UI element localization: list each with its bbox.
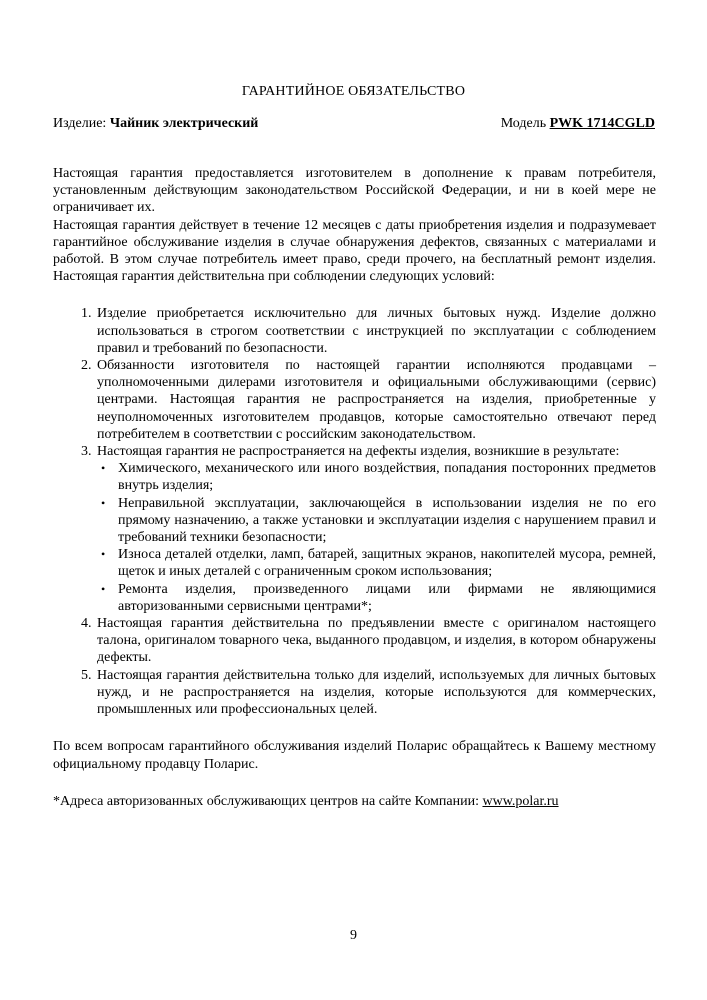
document-body (53, 165, 656, 810)
condition-item: 2. Обязанности изготовителя по настоящей гарантии исполняются продавцами – уполномоченными дилерами изготовителя и официальными обслуживающими (сервис) центрами. Настоящая гарантия не распространяется на изделия, приобретенные у неуполномоченных изготовителем продавцов, которые самостоятельно отвечают перед потребителем в соответствии с российским законодательством. (95, 357, 656, 443)
bullet-icon: • (101, 461, 106, 476)
causes-list (97, 460, 656, 615)
model-label: Модель (500, 116, 547, 131)
page-title: ГАРАНТИЙНОЕ ОБЯЗАТЕЛЬСТВО (241, 84, 466, 99)
model-info (501, 116, 655, 132)
product-label: Изделие: (53, 116, 107, 131)
cause-item: • Неправильной эксплуатации, заключающейся в использовании изделия не по его прямому назначению, а также установки и эксплуатации изделия с нарушением правил и требований техники безопасности; (101, 495, 656, 546)
intro-paragraph-2: Настоящая гарантия действует в течение 12 месяцев с даты приобретения изделия и подразумевает гарантийное обслуживание изделия в случае обнаружения дефектов, связанных с материалами и работой. В этом случае потребитель имеет право, среди прочего, на бесплатный ремонт изделия. Настоящая гарантия действительна при соблюдении следующих условий: (53, 217, 656, 285)
intro-paragraph-1: Настоящая гарантия предоставляется изготовителем в дополнение к правам потребителя, установленным действующим законодательством Российской Федерации, и ни в коей мере не ограничивает их. (53, 166, 656, 216)
model-value: PWK 1714CGLD (549, 116, 655, 131)
conditions-list (53, 305, 656, 718)
cause-item: • Износа деталей отделки, ламп, батарей, защитных экранов, накопителей мусора, ремней, щеток и иных деталей с ограниченным сроком использования; (101, 547, 656, 580)
page-number: 9 (350, 928, 357, 943)
condition-item: 4. Настоящая гарантия действительна по предъявлении вместе с оригиналом настоящего талона, оригиналом товарного чека, выданного продавцом, и изделия, в котором обнаружены дефекты. (95, 615, 656, 667)
cause-item: • Химического, механического или иного воздействия, попадания посторонних предметов внутрь изделия; (101, 461, 656, 494)
product-line (53, 116, 655, 136)
cause-item: • Ремонта изделия, произведенного лицами или фирмами не являющимися авторизованными сервисными центрами*; (101, 581, 656, 614)
condition-item: 1. Изделие приобретается исключительно для личных бытовых нужд. Изделие должно использоваться в строгом соответствии с инструкцией по эксплуатации с соблюдением правил и требований по безопасности. (95, 305, 656, 357)
product-value: Чайник электрический (109, 116, 259, 131)
condition-item: 5. Настоящая гарантия действительна только для изделий, используемых для личных бытовых нужд, и не распространяется на изделия, которые используются для коммерческих, промышленных или профессиональных целей. (95, 667, 656, 719)
condition-item: 3. Настоящая гарантия не распространяется на дефекты изделия, возникшие в результате: • Химического, механического или иного воздействия, попадания посторонних предметов внутрь изделия; • Неправильной эксплуатации, заключающейся в использовании изделия не по его прямому назначению, а также установки и эксплуатации изделия с нарушением правил и требований техники безопасности; • Износа деталей отделки, ламп, батарей, защитных экранов, накопителей мусора, ремней, щеток и иных деталей с ограниченным сроком использования; • Ремонта изделия, произведенного лицами или фирмами не являющимися авторизованными сервисными центрами*; (95, 443, 656, 615)
bullet-icon: • (101, 547, 106, 562)
bullet-icon: • (101, 495, 106, 510)
support-paragraph: По всем вопросам гарантийного обслуживания изделий Поларис обращайтесь к Вашему местному официальному продавцу Поларис. (53, 739, 656, 772)
footnote-text: *Адреса авторизованных обслуживающих центров на сайте Компании: (53, 793, 483, 809)
spacer (53, 285, 656, 305)
footnote (53, 793, 656, 810)
bullet-icon: • (101, 581, 106, 596)
product-info (53, 116, 258, 132)
website-link[interactable]: www.polar.ru (482, 793, 559, 809)
